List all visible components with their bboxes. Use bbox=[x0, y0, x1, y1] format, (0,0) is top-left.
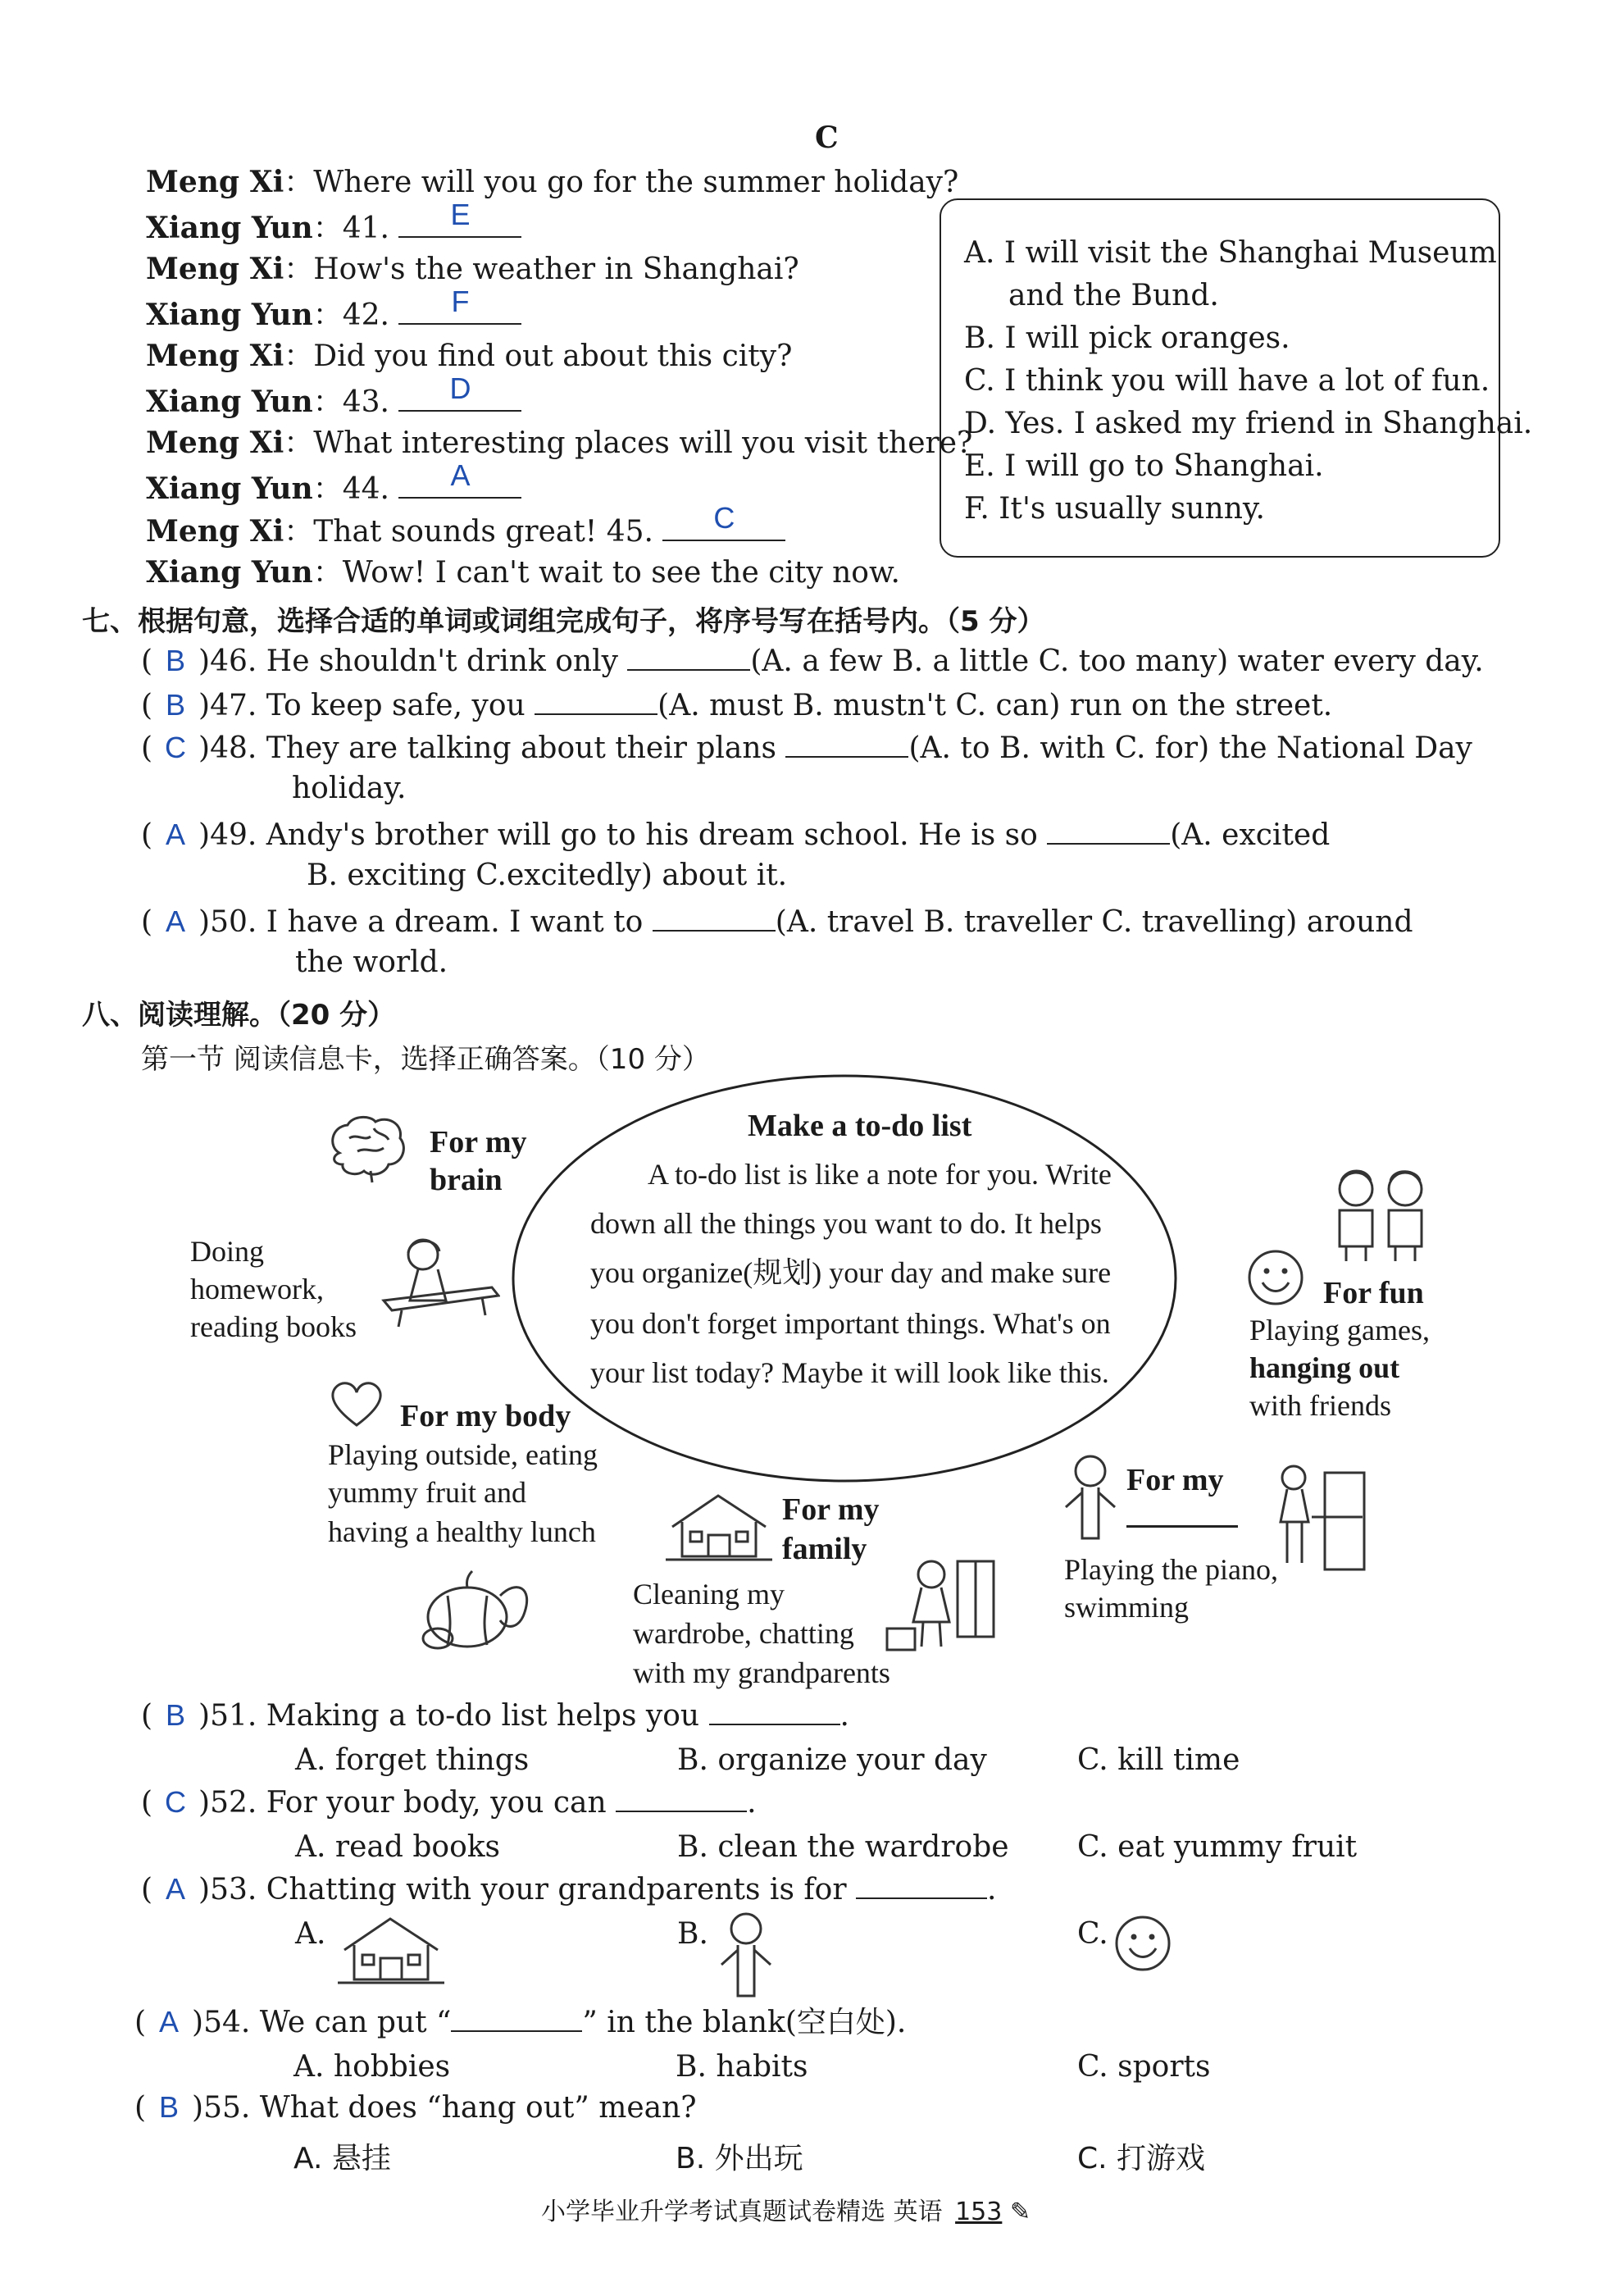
speaker: Xiang Yun bbox=[146, 298, 313, 332]
center-line: down all the things you want to do. It helps bbox=[590, 1207, 1102, 1240]
line-text: Wow! I can't wait to see the city now. bbox=[342, 556, 900, 590]
body-item: yummy fruit and bbox=[328, 1476, 526, 1509]
handwritten-answer: A bbox=[450, 458, 471, 492]
dialogue-line bbox=[146, 501, 785, 549]
family-item: wardrobe, chatting bbox=[633, 1617, 854, 1650]
speaker: Meng Xi bbox=[146, 252, 284, 286]
question-51: ( B )51. Making a to-do list helps you . bbox=[141, 1698, 849, 1733]
center-line: A to-do list is like a note for you. Write bbox=[648, 1158, 1112, 1191]
section-7-title: 七、根据句意，选择合适的单词或词组完成句子，将序号写在括号内。（5 分） bbox=[82, 605, 1045, 638]
separator: ： bbox=[312, 298, 343, 332]
choices: (A. excited bbox=[1170, 818, 1331, 852]
option-b: B. 外出玩 bbox=[676, 2142, 803, 2175]
stem: I have a dream. I want to bbox=[266, 905, 644, 939]
stem-tail: . bbox=[987, 1873, 997, 1906]
body-item: having a healthy lunch bbox=[328, 1515, 596, 1548]
center-line: you don't forget important things. What's on bbox=[590, 1307, 1111, 1340]
option-a: A. forget things bbox=[295, 1743, 530, 1777]
line-text: What interesting places will you visit there? bbox=[313, 426, 973, 460]
option-b: B. bbox=[677, 1917, 708, 1951]
stem-tail: . bbox=[839, 1699, 849, 1733]
option-a: A. I will visit the Shanghai Museum bbox=[964, 236, 1497, 270]
separator: ： bbox=[312, 385, 343, 419]
question-48-cont: holiday. bbox=[292, 772, 407, 805]
answer-mark[interactable]: B bbox=[159, 2090, 180, 2124]
self-item: Playing the piano, bbox=[1064, 1553, 1278, 1586]
question-number: )46. bbox=[198, 645, 257, 678]
question-number: 42. bbox=[342, 298, 390, 332]
question-number: 41. bbox=[342, 212, 390, 245]
house-icon bbox=[336, 1914, 446, 1984]
pencil-icon: ✎ bbox=[1009, 2198, 1031, 2226]
piano-girl-icon bbox=[1266, 1460, 1369, 1571]
question-55: ( B )55. What does “hang out” mean? bbox=[134, 2090, 697, 2125]
smiley-icon bbox=[1113, 1914, 1172, 1973]
fun-title: For fun bbox=[1323, 1276, 1424, 1310]
answer-mark[interactable]: B bbox=[166, 688, 186, 722]
fun-item: Playing games, bbox=[1249, 1314, 1430, 1346]
stem: We can put “ bbox=[259, 2006, 452, 2039]
question-46: ( B )46. He shouldn't drink only (A. a few B. a little C. too many) water every day. bbox=[141, 644, 1484, 678]
stem: They are talking about their plans bbox=[266, 731, 777, 765]
option-b: B. organize your day bbox=[677, 1743, 987, 1777]
dialogue-line bbox=[146, 198, 521, 245]
answer-mark[interactable]: C bbox=[165, 731, 187, 764]
family-item: Cleaning my bbox=[633, 1578, 785, 1610]
family-item: with my grandparents bbox=[633, 1656, 890, 1689]
stem-tail: . bbox=[747, 1786, 757, 1820]
answer-blank[interactable] bbox=[785, 731, 908, 758]
dialogue-line bbox=[146, 285, 521, 332]
question-number: )50. bbox=[198, 905, 257, 939]
handwritten-answer: C bbox=[713, 501, 735, 535]
answer-blank[interactable] bbox=[451, 2006, 582, 2032]
separator: ： bbox=[312, 556, 343, 590]
answer-mark[interactable]: A bbox=[166, 904, 186, 938]
question-50: ( A )50. I have a dream. I want to (A. travel B. traveller C. travelling) around bbox=[141, 904, 1413, 939]
speaker: Xiang Yun bbox=[146, 385, 313, 419]
question-number: )52. bbox=[198, 1786, 257, 1820]
separator: ： bbox=[284, 515, 314, 549]
person-icon bbox=[1059, 1453, 1122, 1542]
answer-blank[interactable] bbox=[627, 645, 750, 671]
question-number: )48. bbox=[198, 731, 257, 765]
fruit-icon bbox=[418, 1563, 541, 1653]
question-54: ( A )54. We can put “ ” in the blank(空白处). bbox=[134, 2005, 907, 2039]
answer-blank[interactable] bbox=[662, 501, 785, 541]
question-number: )54. bbox=[192, 2006, 251, 2039]
brain-title-1: For my bbox=[430, 1125, 527, 1159]
speaker: Xiang Yun bbox=[146, 211, 313, 245]
dialogue-line bbox=[146, 458, 521, 506]
answer-blank[interactable] bbox=[398, 458, 521, 499]
house-icon bbox=[664, 1491, 774, 1561]
answer-mark[interactable]: A bbox=[166, 818, 186, 851]
speaker: Xiang Yun bbox=[146, 472, 313, 506]
smiley-icon bbox=[1246, 1248, 1305, 1307]
answer-mark[interactable]: B bbox=[166, 644, 186, 677]
line-text: Where will you go for the summer holiday? bbox=[313, 166, 959, 199]
answer-blank[interactable] bbox=[616, 1786, 747, 1812]
center-title: Make a to-do list bbox=[748, 1109, 972, 1143]
stem: He shouldn't drink only bbox=[266, 645, 618, 678]
answer-blank[interactable] bbox=[653, 905, 776, 932]
option-a: A. read books bbox=[295, 1830, 501, 1864]
choices: (A. to B. with C. for) the National Day bbox=[908, 731, 1472, 765]
speaker: Meng Xi bbox=[146, 426, 284, 460]
dialogue-line bbox=[146, 555, 900, 590]
part-c-heading: C bbox=[815, 121, 839, 155]
stem: What does “hang out” mean? bbox=[259, 2091, 697, 2125]
answer-mark[interactable]: C bbox=[165, 1785, 187, 1819]
stem: For your body, you can bbox=[266, 1786, 607, 1820]
brain-title-2: brain bbox=[430, 1163, 503, 1197]
speaker: Meng Xi bbox=[146, 339, 284, 373]
question-49-cont: B. exciting C.excitedly) about it. bbox=[307, 859, 788, 892]
fun-item: hanging out bbox=[1249, 1351, 1400, 1384]
question-number: )47. bbox=[198, 689, 257, 722]
answer-mark[interactable]: B bbox=[166, 1698, 186, 1732]
option-b: B. clean the wardrobe bbox=[677, 1830, 1009, 1864]
separator: ： bbox=[312, 472, 343, 506]
separator: ： bbox=[312, 212, 343, 245]
line-text: How's the weather in Shanghai? bbox=[313, 253, 799, 286]
separator: ： bbox=[284, 426, 314, 460]
person-icon bbox=[715, 1911, 777, 1999]
question-number: )49. bbox=[198, 818, 257, 852]
section-8-subtitle: 第一节 阅读信息卡，选择正确答案。（10 分） bbox=[141, 1043, 710, 1076]
option-a-cont: and the Bund. bbox=[1008, 279, 1219, 312]
question-48: ( C )48. They are talking about their plans (A. to B. with C. for) the National Day bbox=[141, 731, 1472, 765]
brain-item: Doing bbox=[190, 1235, 264, 1268]
choices: (A. a few B. a little C. too many) water every day. bbox=[750, 645, 1484, 678]
answer-mark[interactable]: A bbox=[166, 1872, 186, 1906]
dialogue-line bbox=[146, 341, 792, 371]
question-number: )53. bbox=[198, 1873, 257, 1906]
self-title: For my bbox=[1126, 1463, 1224, 1497]
brain-item: homework, bbox=[190, 1273, 324, 1305]
answer-blank[interactable] bbox=[856, 1873, 987, 1899]
dialogue-line bbox=[146, 371, 521, 419]
brain-icon bbox=[325, 1114, 410, 1184]
family-title-2: family bbox=[782, 1532, 867, 1566]
option-c: C. 打游戏 bbox=[1077, 2142, 1206, 2175]
question-50-cont: the world. bbox=[295, 945, 448, 979]
stem: Andy's brother will go to his dream school. He is so bbox=[266, 818, 1038, 852]
heart-icon bbox=[328, 1379, 385, 1428]
handwritten-answer: D bbox=[449, 371, 471, 405]
option-e: E. I will go to Shanghai. bbox=[964, 449, 1324, 483]
self-title-blank bbox=[1126, 1525, 1238, 1528]
question-53: ( A )53. Chatting with your grandparents is for . bbox=[141, 1872, 997, 1906]
handwritten-answer: F bbox=[451, 285, 470, 318]
answer-mark[interactable]: A bbox=[159, 2005, 180, 2039]
question-number: )51. bbox=[198, 1699, 257, 1733]
cleaning-girl-icon bbox=[882, 1555, 1000, 1656]
separator: ： bbox=[284, 253, 314, 286]
option-c: C. I think you will have a lot of fun. bbox=[964, 364, 1490, 398]
line-text: That sounds great! 45. bbox=[313, 515, 653, 549]
answer-blank[interactable] bbox=[535, 689, 657, 715]
speaker: Meng Xi bbox=[146, 514, 284, 549]
handwritten-answer: E bbox=[450, 198, 471, 231]
center-line: your list today? Maybe it will look like this. bbox=[590, 1356, 1109, 1389]
stem: Making a to-do list helps you bbox=[266, 1699, 700, 1733]
option-a: A. bbox=[295, 1917, 326, 1951]
option-b: B. habits bbox=[676, 2050, 808, 2084]
footer bbox=[541, 2191, 1031, 2227]
question-number: )55. bbox=[192, 2091, 251, 2125]
option-a: A. 悬挂 bbox=[293, 2142, 391, 2175]
choices: (A. travel B. traveller C. travelling) around bbox=[775, 905, 1413, 939]
family-title-1: For my bbox=[782, 1492, 880, 1527]
answer-blank[interactable] bbox=[398, 198, 521, 238]
question-number: 43. bbox=[342, 385, 390, 419]
fun-item: with friends bbox=[1249, 1389, 1391, 1422]
answer-blank[interactable] bbox=[709, 1699, 840, 1725]
dialogue-line bbox=[146, 428, 972, 458]
center-line: you organize(规划) your day and make sure bbox=[590, 1256, 1112, 1289]
option-d: D. Yes. I asked my friend in Shanghai. bbox=[964, 407, 1533, 440]
option-c: C. sports bbox=[1077, 2050, 1211, 2084]
brain-item: reading books bbox=[190, 1310, 357, 1343]
body-title: For my body bbox=[400, 1399, 571, 1433]
children-icon bbox=[1313, 1164, 1445, 1263]
body-item: Playing outside, eating bbox=[328, 1438, 598, 1471]
question-47: ( B )47. To keep safe, you (A. must B. mustn't C. can) run on the street. bbox=[141, 688, 1333, 722]
question-52: ( C )52. For your body, you can . bbox=[141, 1785, 757, 1820]
option-f: F. It's usually sunny. bbox=[964, 492, 1265, 526]
page-number: 153 bbox=[955, 2198, 1003, 2226]
self-item: swimming bbox=[1064, 1591, 1190, 1624]
separator: ： bbox=[284, 339, 314, 373]
separator: ： bbox=[284, 166, 314, 199]
line-text: Did you find out about this city? bbox=[313, 339, 793, 373]
option-c: C. eat yummy fruit bbox=[1077, 1830, 1358, 1864]
speaker: Xiang Yun bbox=[146, 555, 313, 590]
speaker: Meng Xi bbox=[146, 165, 284, 199]
dialogue-line bbox=[146, 254, 799, 285]
stem: To keep safe, you bbox=[266, 689, 526, 722]
answer-blank[interactable] bbox=[398, 285, 521, 325]
footer-title: 小学毕业升学考试真题试卷精选 英语 bbox=[541, 2198, 943, 2226]
option-c: C. kill time bbox=[1077, 1743, 1240, 1777]
choices: (A. must B. mustn't C. can) run on the street. bbox=[657, 689, 1333, 722]
question-number: 44. bbox=[342, 472, 390, 506]
option-b: B. I will pick oranges. bbox=[964, 321, 1290, 355]
option-c: C. bbox=[1077, 1917, 1108, 1951]
section-8-title: 八、阅读理解。（20 分） bbox=[82, 999, 396, 1032]
stem: Chatting with your grandparents is for bbox=[266, 1873, 847, 1906]
dialogue-line bbox=[146, 167, 958, 198]
question-49: ( A )49. Andy's brother will go to his dream school. He is so (A. excited bbox=[141, 818, 1331, 852]
option-a: A. hobbies bbox=[293, 2050, 451, 2084]
answer-blank[interactable] bbox=[398, 371, 521, 412]
answer-blank[interactable] bbox=[1047, 818, 1170, 845]
studying-child-icon bbox=[377, 1230, 500, 1328]
stem-tail: ” in the blank(空白处). bbox=[582, 2006, 907, 2039]
options-box bbox=[940, 198, 1533, 558]
